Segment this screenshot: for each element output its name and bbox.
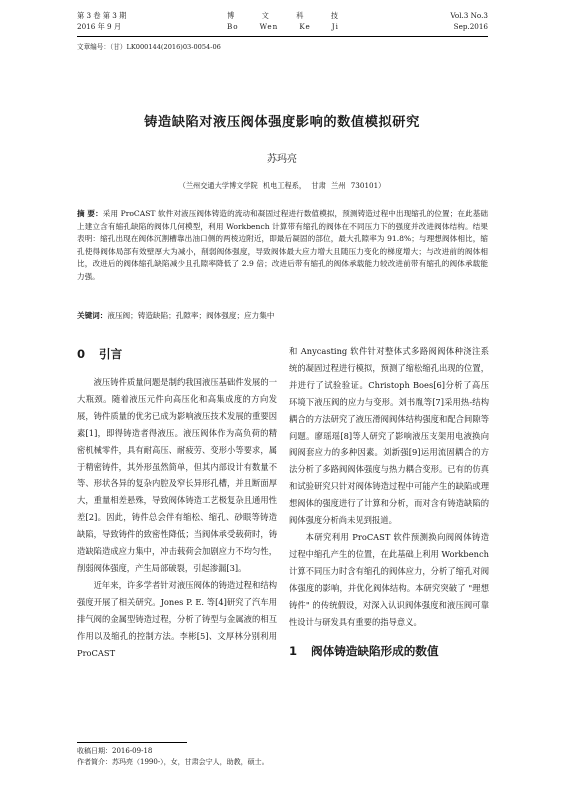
body-column-right	[289, 343, 489, 662]
journal-volume-info	[77, 10, 126, 32]
volume-issue-en: Vol.3 No.3	[450, 11, 488, 20]
journal-name-syllable: Wen	[259, 22, 279, 31]
journal-name-pinyin	[227, 21, 339, 32]
section-number: 1	[289, 644, 298, 659]
abstract-text: 采用 ProCAST 软件对液压阀体铸造的流动和凝固过程进行数值模拟，预测铸造过程中出现缩孔的位置；在此基础上建立含有缩孔缺陷的阀体几何模型，利用 Workbench 计算带有缩孔的阀体在不同压力下的强度并改进阀体结构。结果表明：缩孔出现在阀体沉割槽靠出油口侧的两棱边附近，即最后凝固的部位，最大孔隙率为 91.8%；与理想阀体相比，缩孔使得阀体局部有效壁厚大为减小，削弱阀体强度，导致阀体最大应力增大且随压力变化的梯度增大；与改进前的阀体相比，改进后的阀体缩孔缺陷减少且孔隙率降低了 2.9 倍；改进后带有缩孔的阀体承载能力较改进前带有缩孔的阀体承载能力强。	[77, 209, 488, 281]
journal-volume-info-en	[450, 10, 488, 32]
paper-title: 铸造缺陷对液压阀体强度影响的数值模拟研究	[144, 115, 420, 130]
publication-date-en: Sep.2016	[453, 22, 488, 31]
section-heading-casting-defects	[289, 640, 489, 662]
body-paragraph: 液压铸件质量问题是制约我国液压基础件发展的一大瓶颈。随着液压元件向高压化和高集成度的方向发展，铸件质量的优劣已成为影响液压技术发展的重要因素[1]，即得铸造者得液压。液压阀体作为高负荷的精密机械零件，具有耐高压、耐疲劳、变形小等要求，属于精密铸件，其外形虽然简单，但其内部设计有数量不等、形状各异的复杂内腔及窄长异形孔槽，并且断面厚大，重量相差悬殊，导致阀体铸造工艺极复杂且通用性差[2]。因此，铸件总会伴有缩松、缩孔、砂眼等铸造缺陷，导致铸件的致密性降低；当阀体承受载荷时，铸造缺陷造成应力集中，冲击载荷会加剧应力不均匀性，削弱阀体强度，产生局部破裂，引起渗漏[3]。	[77, 377, 277, 573]
footnote-rule	[77, 742, 187, 743]
journal-name-char: 博	[227, 11, 236, 20]
abstract-label: 摘 要：	[77, 209, 103, 218]
author-name: 苏玛亮	[267, 154, 297, 165]
body-column-left	[77, 343, 277, 661]
section-heading-introduction	[77, 343, 277, 365]
article-number: 文章编号：（甘）LK000144(2016)03-0054-06	[77, 43, 221, 51]
keywords-label: 关键词：	[77, 311, 108, 320]
author-affiliation: （兰州交通大学博文学院 机电工程系， 甘肃 兰州 730101）	[178, 181, 386, 190]
author-bio: 作者简介：苏玛亮（1990-），女，甘肃会宁人，助教，硕士。	[77, 758, 269, 766]
abstract	[77, 208, 488, 284]
keywords-text: 液压阀；铸造缺陷；孔隙率；阀体强度；应力集中	[107, 311, 275, 320]
body-paragraph: 本研究利用 ProCAST 软件预测换向阀阀体铸造过程中缩孔产生的位置，在此基础上利用 Workbench 计算不同压力时含有缩孔的阀体应力，分析了缩孔对阀体强度的影响，并优化阀体结构。本研究突破了 "理想铸件" 的传统假设，对深入认识阀体强度和液压阀可靠性设计与研发具有重要的指导意义。	[289, 531, 489, 627]
section-number: 0	[77, 347, 86, 361]
journal-name	[227, 10, 339, 32]
journal-name-char: 科	[296, 11, 305, 20]
journal-name-char: 技	[330, 11, 339, 20]
journal-name-char: 文	[261, 11, 270, 20]
publication-date: 2016 年 9 月	[77, 22, 122, 31]
section-title: 阀体铸造缺陷形成的数值	[311, 644, 439, 659]
journal-name-chinese	[227, 10, 339, 21]
section-title: 引言	[99, 347, 123, 361]
volume-issue: 第 3 卷 第 3 期	[77, 11, 127, 20]
heading-spacer	[289, 630, 489, 640]
heading-spacer	[77, 365, 277, 374]
keywords	[77, 310, 488, 322]
journal-name-syllable: Ke	[299, 22, 311, 31]
footnote	[77, 746, 488, 768]
journal-name-syllable: Bo	[227, 22, 239, 31]
body-paragraph: 和 Anycasting 软件针对整体式多路阀阀体种浇注系统的凝固过程进行模拟，预测了缩松缩孔出现的位置，并进行了试验验证。Christoph Boes[6]分析了高压环境下液压阀的应力与变形。刘书胤等[7]采用热-结构耦合的方法研究了液压滑阀阀体结构强度和配合间隙等问题。廖瑶瑶[8]等人研究了影响液压支架用电液换向阀阀套应力的多种因素。刘新强[9]运用流固耦合的方法分析了多路阀阀体强度与热力耦合变形。已有的仿真和试验研究只针对阀体铸造过程中可能产生的缺陷或理想阀体的强度进行了计算和分析，而对含有铸造缺陷的阀体强度分析尚未见到报道。	[289, 346, 489, 526]
journal-name-syllable: Ji	[331, 22, 339, 31]
header-rule	[77, 36, 488, 37]
body-paragraph: 近年来，许多学者针对液压阀体的铸造过程和结构强度开展了相关研究。Jones P. E. 等[4]研究了汽车用排气阀的金属型铸造过程，分析了铸型与金属液的相互作用以及缩孔的控制方法。李彬[5]、文厚林分别利用 ProCAST	[77, 579, 277, 658]
received-date: 收稿日期：2016-09-18	[77, 747, 153, 755]
